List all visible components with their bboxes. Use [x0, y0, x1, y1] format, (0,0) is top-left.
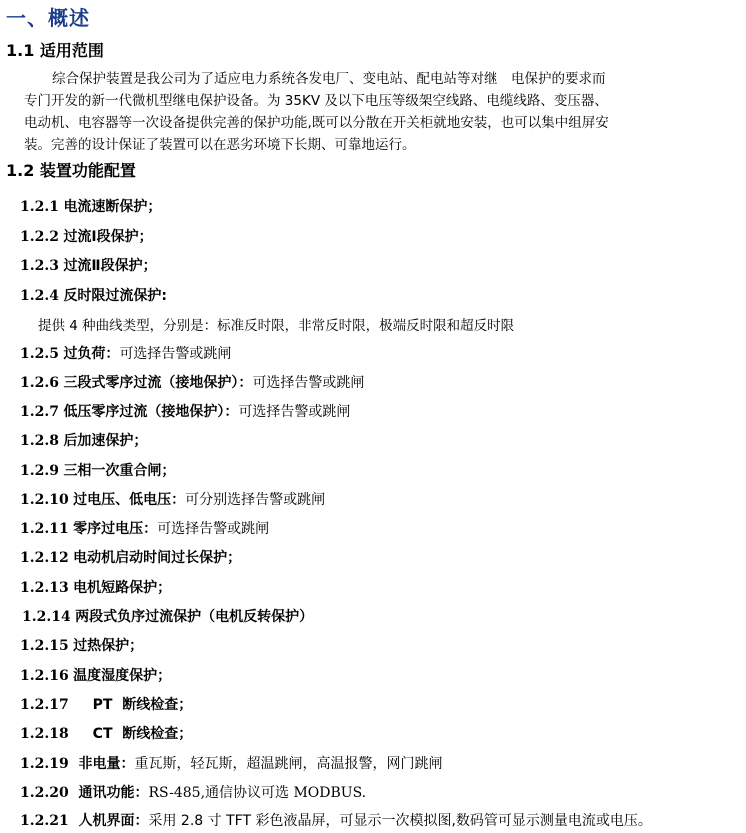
item-desc: 可选择告警或跳闸: [157, 521, 270, 537]
item-title: 过负荷：: [63, 346, 120, 362]
item-title: 低压零序过流（接地保护）：: [63, 404, 239, 420]
list-item: [20, 723, 192, 743]
list-item: [20, 635, 143, 655]
list-item: [20, 226, 153, 246]
item-number: 1.2.12: [20, 550, 69, 566]
item-title: 零序过电压：: [73, 521, 158, 537]
item-number: 1.2.4: [20, 288, 59, 304]
list-item: [20, 518, 269, 538]
list-item: [20, 372, 364, 392]
item-desc: 可分别选择告警或跳闸: [185, 492, 326, 508]
item-number: 1.2.20: [20, 785, 69, 801]
item-title: 电机短路保护；: [73, 580, 172, 596]
item-number: 1.2.13: [20, 580, 69, 596]
item-number: 1.2.1: [20, 199, 59, 215]
paragraph-line: 装。完善的设计保证了装置可以在恶劣环境下长期、可靠地运行。: [24, 137, 416, 153]
item-number: 1.2.3: [20, 258, 59, 274]
item-number: 1.2.7: [20, 404, 59, 420]
item-title: 人机界面：: [68, 813, 149, 829]
list-item: [20, 665, 171, 685]
section-title-1-2: 1.2 装置功能配置: [6, 161, 136, 180]
item-number: 1.2.14: [22, 609, 71, 625]
item-title: 过热保护；: [73, 638, 144, 654]
item-title: 过流Ⅰ段保护；: [63, 229, 153, 245]
item-number: 1.2.17: [20, 697, 69, 713]
item-title: PT 断线检查；: [73, 697, 193, 713]
list-item: [20, 694, 192, 714]
item-number: 1.2.5: [20, 346, 59, 362]
section-title-1-1: 1.1 适用范围: [6, 41, 104, 60]
list-item: [20, 255, 157, 275]
list-item: [20, 547, 241, 567]
list-item: [20, 401, 350, 421]
list-item: [20, 489, 325, 509]
item-desc: 可选择告警或跳闸: [252, 375, 365, 391]
item-title: 非电量：: [68, 756, 135, 772]
list-item: [20, 753, 442, 773]
item-title: 三相一次重合闸；: [63, 463, 176, 479]
section-1-1-paragraph: [24, 68, 694, 156]
item-number: 1.2.9: [20, 463, 59, 479]
list-item: [20, 810, 652, 830]
paragraph-line: 专门开发的新一代微机型继电保护设备。为 35KV 及以下电压等级架空线路、电缆线路、变压器、: [24, 93, 608, 109]
item-number: 1.2.2: [20, 229, 59, 245]
list-item: [20, 782, 366, 802]
item-desc: 重瓦斯，轻瓦斯，超温跳闸，高温报警，网门跳闸: [134, 756, 443, 772]
item-desc: 可选择告警或跳闸: [119, 346, 232, 362]
item-title: CT 断线检查；: [73, 726, 193, 742]
item-title: 后加速保护；: [63, 433, 148, 449]
list-item: [20, 285, 167, 305]
item-number: 1.2.21: [20, 813, 69, 829]
item-title: 过电压、低电压：: [73, 492, 186, 508]
list-item: [22, 606, 313, 626]
item-number: 1.2.18: [20, 726, 69, 742]
paragraph-line: 电动机、电容器等一次设备提供完善的保护功能,既可以分散在开关柜就地安装，也可以集中组屏安: [24, 115, 609, 131]
list-item: [20, 430, 147, 450]
item-number: 1.2.10: [20, 492, 69, 508]
item-title: 两段式负序过流保护（电机反转保护）: [75, 609, 314, 625]
item-number: 1.2.16: [20, 668, 69, 684]
item-title: 温度湿度保护；: [73, 668, 172, 684]
item-desc: 可选择告警或跳闸: [238, 404, 351, 420]
item-desc: 采用 2.8 寸 TFT 彩色液晶屏，可显示一次模拟图,数码管可显示测量电流或电压。: [148, 813, 652, 829]
item-number: 1.2.6: [20, 375, 59, 391]
item-number: 1.2.8: [20, 433, 59, 449]
item-title: 通讯功能：: [68, 785, 149, 801]
item-title: 过流Ⅱ段保护；: [63, 258, 157, 274]
item-number: 1.2.19: [20, 756, 69, 772]
list-item: [20, 460, 175, 480]
item-title: 反时限过流保护:: [63, 288, 168, 304]
list-item: [20, 196, 161, 216]
list-item: [20, 343, 231, 363]
item-number: 1.2.15: [20, 638, 69, 654]
item-title: 电流速断保护；: [63, 199, 162, 215]
chapter-heading: 一、概述: [6, 6, 90, 30]
paragraph-line: 综合保护装置是我公司为了适应电力系统各发电厂、变电站、配电站等对继 电保护的要求而: [52, 71, 606, 87]
item-number: 1.2.11: [20, 521, 69, 537]
item-title: 电动机启动时间过长保护；: [73, 550, 242, 566]
item-title: 三段式零序过流（接地保护）：: [63, 375, 253, 391]
list-item: [20, 577, 171, 597]
item-1-2-4-detail: 提供 4 种曲线类型，分别是：标准反时限，非常反时限，极端反时限和超反时限: [38, 318, 515, 334]
item-desc: RS-485,通信协议可选 MODBUS.: [148, 785, 367, 801]
